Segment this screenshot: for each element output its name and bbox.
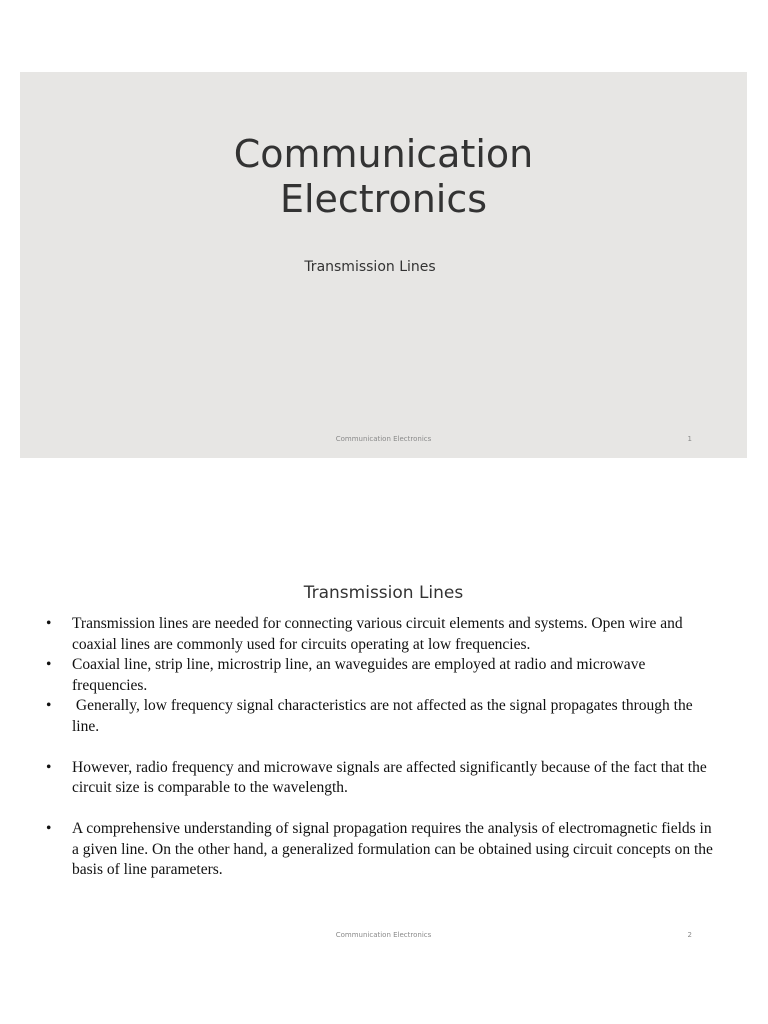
bullet-item <box>46 696 716 737</box>
slide-1-title-line-2: Electronics <box>279 177 488 221</box>
bullet-marker: • <box>46 820 52 837</box>
bullet-text: Coaxial line, strip line, microstrip line, an waveguides are employed at radio and microwave frequencies. <box>72 656 646 694</box>
slide-1-title-line-1: Communication <box>233 132 534 176</box>
bullet-text: However, radio frequency and microwave signals are affected significantly because of the fact that the circuit size is comparable to the wavelength. <box>72 758 707 796</box>
bullet-item <box>46 614 716 655</box>
slide-1-subtitle: Transmission Lines <box>304 259 436 275</box>
slide-2-footer: Communication Electronics <box>335 931 432 939</box>
slide-2-bullet-list <box>46 614 716 881</box>
bullet-item <box>46 758 716 799</box>
bullet-item <box>46 655 716 696</box>
slide-2 <box>20 568 747 954</box>
slide-1-title <box>20 132 747 222</box>
bullet-marker: • <box>46 697 52 714</box>
slide-2-title: Transmission Lines <box>303 583 464 603</box>
bullet-marker: • <box>46 758 52 776</box>
slide-2-page-number: 2 <box>687 931 692 939</box>
slide-1-page-number: 1 <box>687 435 692 443</box>
slide-1-footer: Communication Electronics <box>335 435 432 443</box>
bullet-text: A comprehensive understanding of signal propagation requires the analysis of electromagnetic fields in a given line. On the other hand, a generalized formulation can be obtained using circuit concepts on the basis of line parameters. <box>72 820 713 878</box>
bullet-item <box>46 819 716 881</box>
bullet-marker: • <box>46 615 52 632</box>
bullet-text: Transmission lines are needed for connecting various circuit elements and systems. Open wire and coaxial lines are commonly used for circuits operating at low frequencies. <box>72 615 683 653</box>
bullet-text: Generally, low frequency signal characteristics are not affected as the signal propagates through the line. <box>72 697 697 735</box>
slide-1 <box>20 72 747 458</box>
bullet-marker: • <box>46 656 52 673</box>
